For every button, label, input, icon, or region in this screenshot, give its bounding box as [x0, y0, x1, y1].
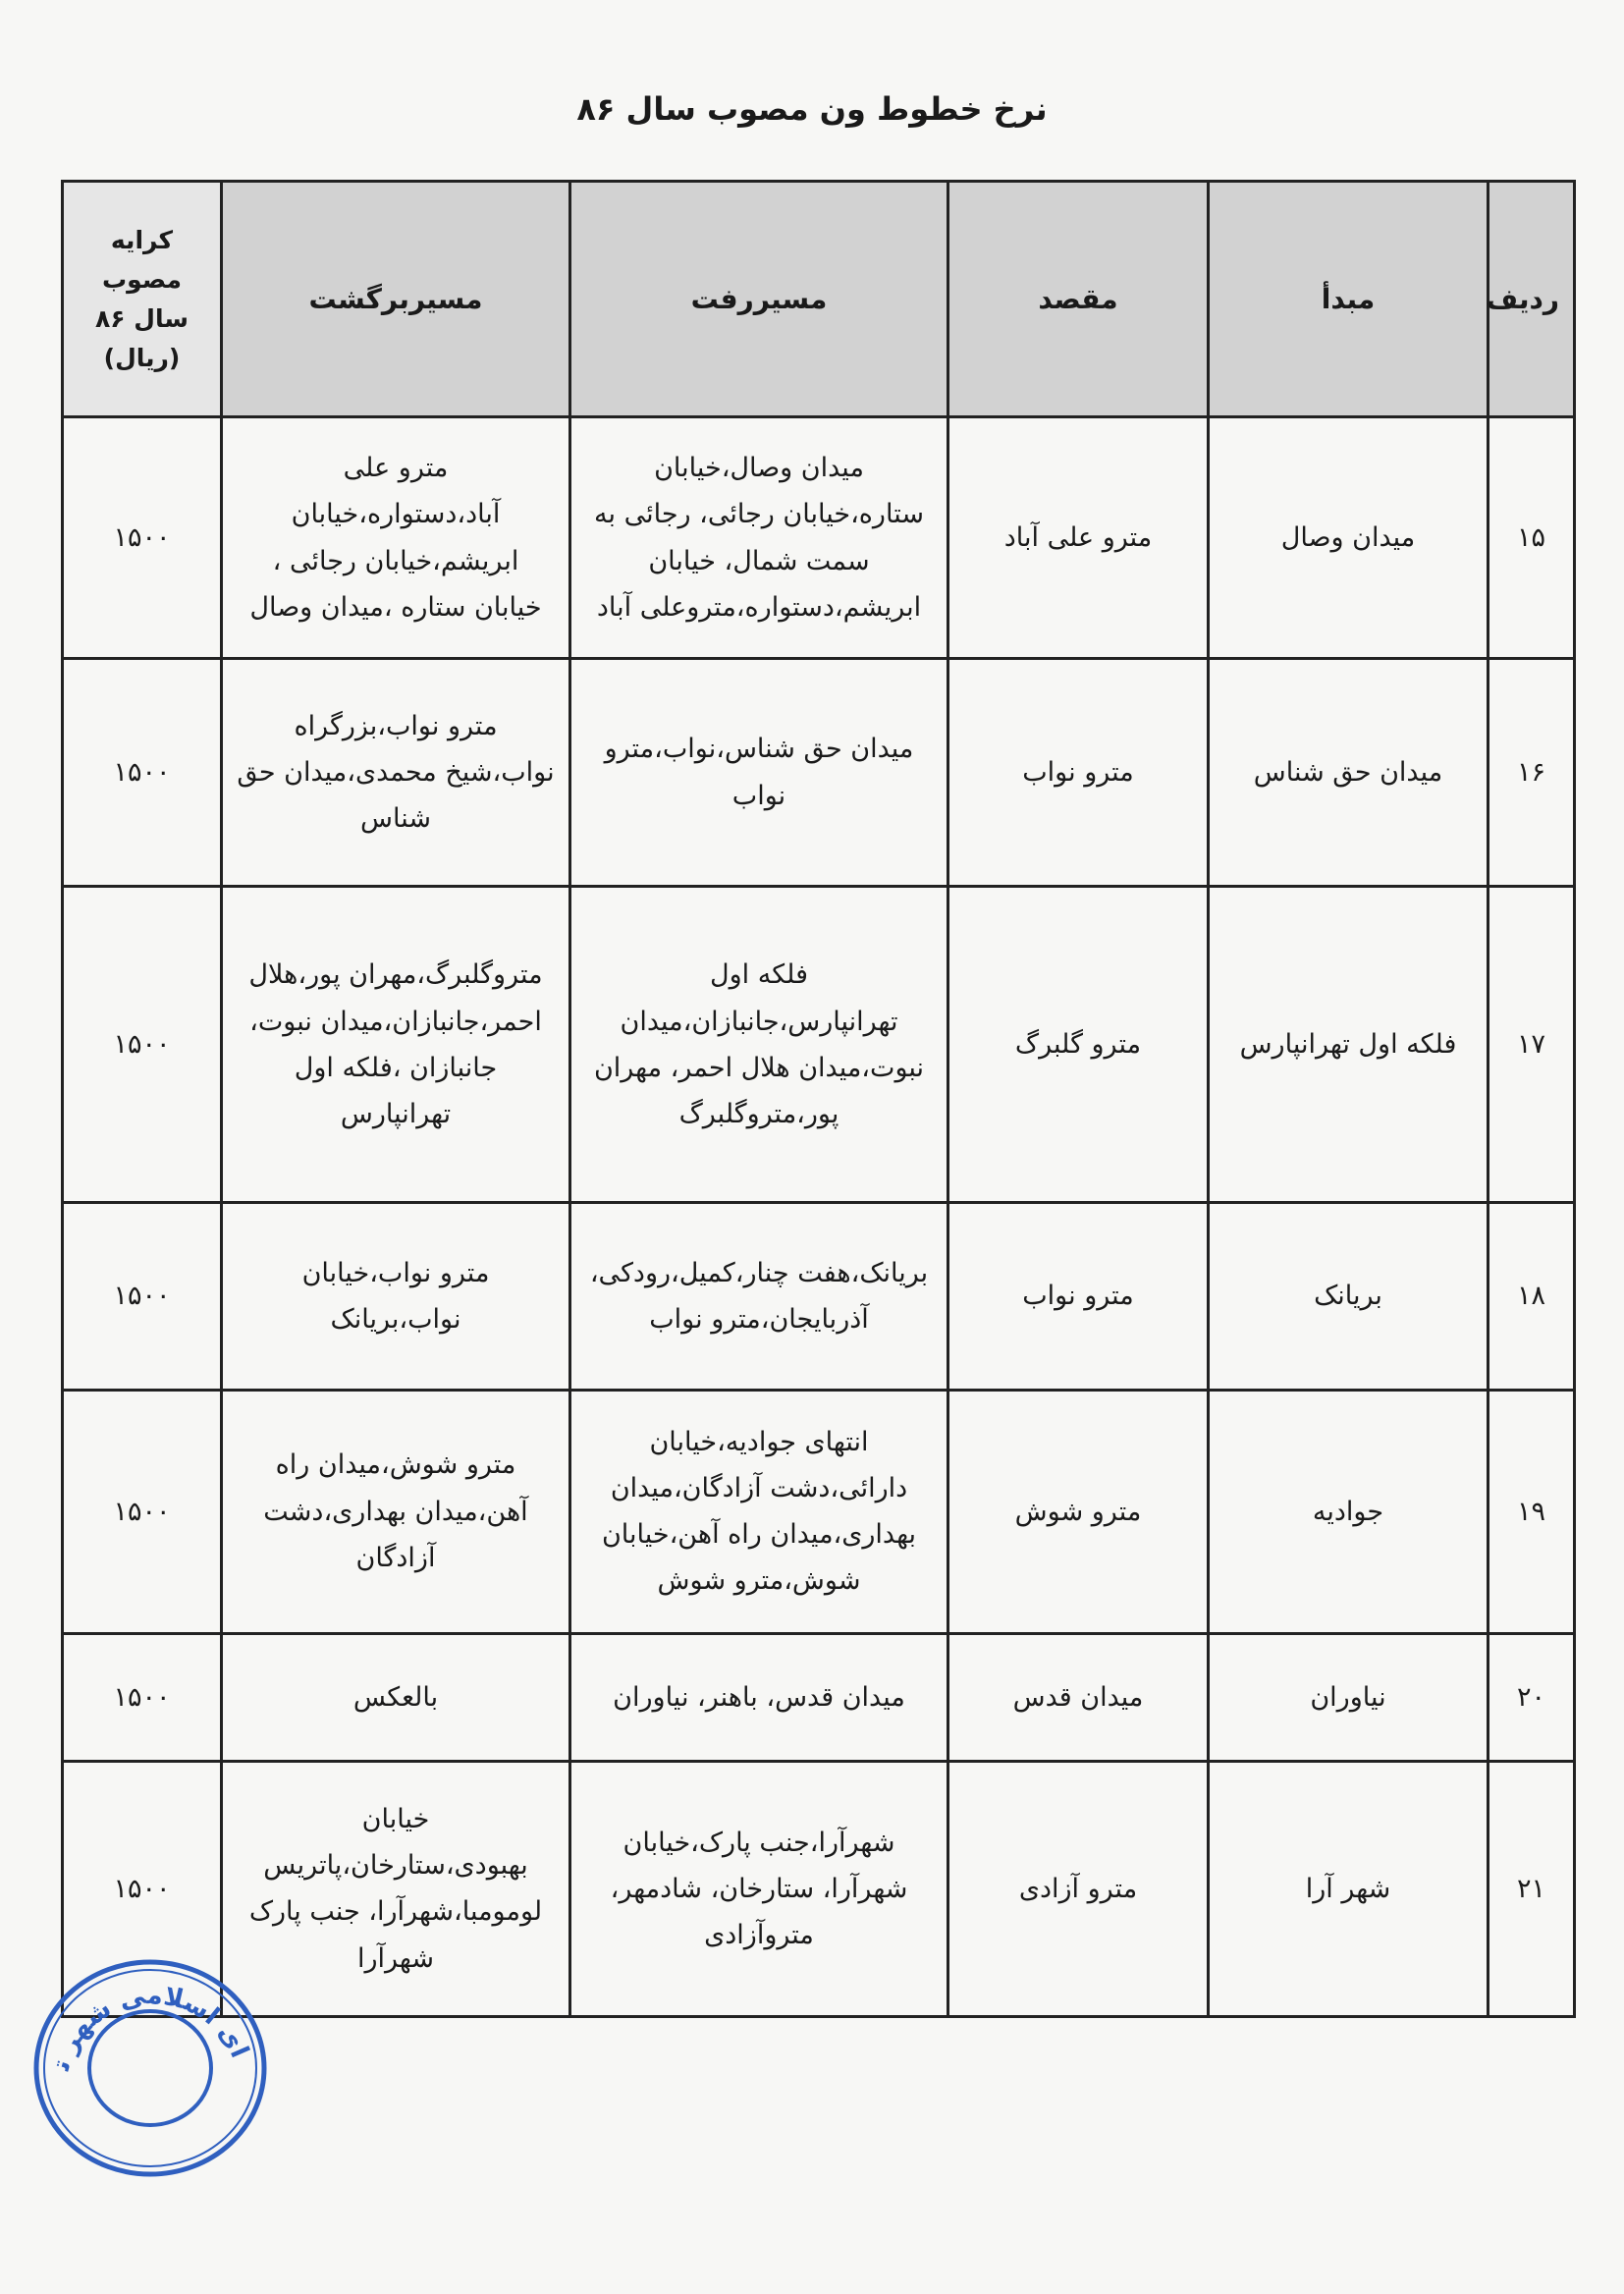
origin-cell: بریانک [1209, 1203, 1489, 1390]
origin-cell: جوادیه [1209, 1390, 1489, 1633]
origin-cell: نیاوران [1209, 1633, 1489, 1761]
destination-cell: میدان قدس [948, 1633, 1209, 1761]
route-out-cell: انتهای جوادیه،خیابان دارائی،دشت آزادگان،میدان بهداری،میدان راه آهن،خیابان شوش،مترو شوش [570, 1390, 948, 1633]
destination-cell: مترو نواب [948, 1203, 1209, 1390]
header-route-back: مسیربرگشت [222, 182, 570, 417]
table-row [63, 659, 1575, 887]
row-no-cell: ۱۵ [1489, 417, 1575, 659]
origin-cell: فلکه اول تهرانپارس [1209, 887, 1489, 1203]
header-row [63, 182, 1575, 417]
destination-cell: مترو شوش [948, 1390, 1209, 1633]
fare-cell: ۱۵۰۰ [63, 1761, 222, 2016]
origin-cell: شهر آرا [1209, 1761, 1489, 2016]
row-no-cell: ۲۰ [1489, 1633, 1575, 1761]
fare-cell: ۱۵۰۰ [63, 1203, 222, 1390]
route-back-cell: مترو علی آباد،دستواره،خیابان ابریشم،خیابان رجائی ، خیابان ستاره ،میدان وصال [222, 417, 570, 659]
origin-cell: میدان حق شناس [1209, 659, 1489, 887]
header-fare: کرایه مصوب سال ۸۶ (ریال) [63, 182, 222, 417]
route-back-cell: بالعکس [222, 1633, 570, 1761]
destination-cell: مترو گلبرگ [948, 887, 1209, 1203]
row-no-cell: ۱۹ [1489, 1390, 1575, 1633]
route-out-cell: میدان قدس، باهنر، نیاوران [570, 1633, 948, 1761]
route-out-cell: شهرآرا،جنب پارک،خیابان شهرآرا، ستارخان، شادمهر، متروآزادی [570, 1761, 948, 2016]
fare-cell: ۱۵۰۰ [63, 417, 222, 659]
route-out-cell: بریانک،هفت چنار،کمیل،رودکی، آذربایجان،مترو نواب [570, 1203, 948, 1390]
row-no-cell: ۱۶ [1489, 659, 1575, 887]
stamp-inner-ring [89, 2011, 211, 2125]
header-row-no: ردیف [1489, 182, 1575, 417]
destination-cell: مترو آزادی [948, 1761, 1209, 2016]
header-destination: مقصد [948, 182, 1209, 417]
header-route-out: مسیررفت [570, 182, 948, 417]
table-row [63, 1390, 1575, 1633]
fare-cell: ۱۵۰۰ [63, 659, 222, 887]
row-no-cell: ۱۸ [1489, 1203, 1575, 1390]
stamp-seal-icon [27, 1952, 273, 2183]
table-row [63, 417, 1575, 659]
fare-cell: ۱۵۰۰ [63, 1633, 222, 1761]
destination-cell: مترو علی آباد [948, 417, 1209, 659]
route-back-cell: متروگلبرگ،مهران پور،هلال احمر،جانبازان،میدان نبوت، جانبازان ،فلکه اول تهرانپارس [222, 887, 570, 1203]
row-no-cell: ۱۷ [1489, 887, 1575, 1203]
route-back-cell: مترو شوش،میدان راه آهن،میدان بهداری،دشت آزادگان [222, 1390, 570, 1633]
stamp-text-path: ای اسلامی شهر ت [46, 1981, 254, 2074]
fare-table [61, 180, 1576, 2018]
route-out-cell: فلکه اول تهرانپارس،جانبازان،میدان نبوت،میدان هلال احمر، مهران پور،متروگلبرگ [570, 887, 948, 1203]
table-row [63, 887, 1575, 1203]
table-row [63, 1633, 1575, 1761]
route-back-cell: خیابان بهبودی،ستارخان،پاتریس لومومبا،شهرآرا، جنب پارک شهرآرا [222, 1761, 570, 2016]
header-origin: مبدأ [1209, 182, 1489, 417]
route-back-cell: مترو نواب،خیابان نواب،بریانک [222, 1203, 570, 1390]
route-out-cell: میدان حق شناس،نواب،مترو نواب [570, 659, 948, 887]
council-stamp [27, 1952, 273, 2183]
table-row [63, 1203, 1575, 1390]
page-title: نرخ خطوط ون مصوب سال ۸۶ [576, 90, 1048, 128]
table-row [63, 1761, 1575, 2016]
route-back-cell: مترو نواب،بزرگراه نواب،شیخ محمدی،میدان حق شناس [222, 659, 570, 887]
fare-cell: ۱۵۰۰ [63, 887, 222, 1203]
destination-cell: مترو نواب [948, 659, 1209, 887]
origin-cell: میدان وصال [1209, 417, 1489, 659]
route-out-cell: میدان وصال،خیابان ستاره،خیابان رجائی، رجائی به سمت شمال، خیابان ابریشم،دستواره،متروعلی آباد [570, 417, 948, 659]
fare-cell: ۱۵۰۰ [63, 1390, 222, 1633]
row-no-cell: ۲۱ [1489, 1761, 1575, 2016]
